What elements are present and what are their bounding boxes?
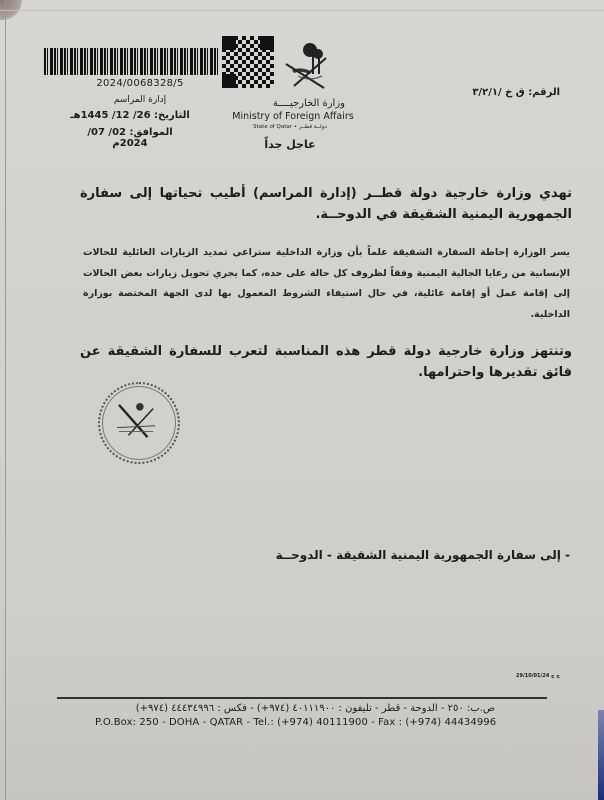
date-gregorian-label: الموافق: bbox=[129, 127, 173, 138]
cc-code: 29/10/01/24 ج ج bbox=[515, 673, 560, 679]
addressee-line: - إلى سفارة الجمهورية اليمنية الشقيقة - الدوحــة bbox=[275, 548, 570, 562]
footer-address-english: P.O.Box: 250 - DOHA - QATAR - Tel.: (+974) 40111900 - Fax : (+974) 44434996 bbox=[95, 717, 497, 728]
date-gregorian-value: 02/ 07/ 2024م bbox=[87, 127, 148, 149]
seal-emblem-icon bbox=[100, 384, 174, 458]
reference-label: الرقم: bbox=[528, 87, 560, 98]
date-hijri-label: التاريخ: bbox=[154, 110, 190, 121]
reference-number bbox=[440, 87, 560, 98]
page-fold-line bbox=[0, 10, 604, 11]
urgency-label: عاجل جداً bbox=[264, 138, 316, 151]
closing-paragraph: وتنتهز وزارة خارجية دولة قطر هذه المناسبة لتعرب للسفارة الشقيقة عن فائق تقديرها واحترامها. bbox=[80, 344, 572, 380]
page-left-edge bbox=[5, 0, 6, 800]
background-object bbox=[598, 710, 604, 800]
footer-divider bbox=[57, 697, 547, 699]
state-of-qatar-line: State of Qatar • دولــة قطــر bbox=[253, 124, 327, 130]
footer-address-arabic: ص.ب: ٢٥٠ - الدوحة - قطر - تليفون : ٤٠١١١٩٠٠ (٩٧٤+) - فكس : ٤٤٤٣٤٩٩٦ (٩٧٤+) bbox=[135, 703, 495, 714]
date-hijri-value: 26/ 12/ 1445هـ bbox=[70, 110, 151, 121]
reference-value: ق خ /٣/٢/١ bbox=[472, 87, 525, 98]
date-gregorian bbox=[70, 127, 190, 149]
barcode-icon bbox=[44, 48, 220, 75]
qr-code-icon bbox=[222, 36, 274, 88]
department-label: إدارة المراسم bbox=[113, 95, 167, 105]
official-seal-icon bbox=[98, 382, 180, 464]
barcode-number: 2024/0068328/5 bbox=[96, 78, 184, 89]
qatar-emblem-icon bbox=[272, 36, 332, 92]
date-hijri bbox=[70, 110, 190, 121]
ministry-name-arabic: وزارة الخارجيــــة bbox=[272, 98, 345, 109]
ministry-name-english: Ministry of Foreign Affairs bbox=[232, 111, 354, 122]
opening-paragraph: تهدي وزارة خارجية دولة قطــر (إدارة المراسم) أطيب تحياتها إلى سفارة الجمهورية اليمنية الشقيقة في الدوحــة. bbox=[80, 186, 572, 222]
main-paragraph: يسر الوزارة إحاطة السفارة الشقيقة علماً بأن وزارة الداخلية ستراعي تمديد الزيارات العائلية للحالات الإنسانية من رعايا الجالية اليمنية وفقاً لظروف كل حالة على حده، كما يجري تحويل زيارات بعض الحالات إلى إقامة عمل أو إقامة عائلية، في حال استيفاء الشروط المعمول بها لدى الجهة المختصة بوزارة الداخلية. bbox=[83, 247, 570, 320]
